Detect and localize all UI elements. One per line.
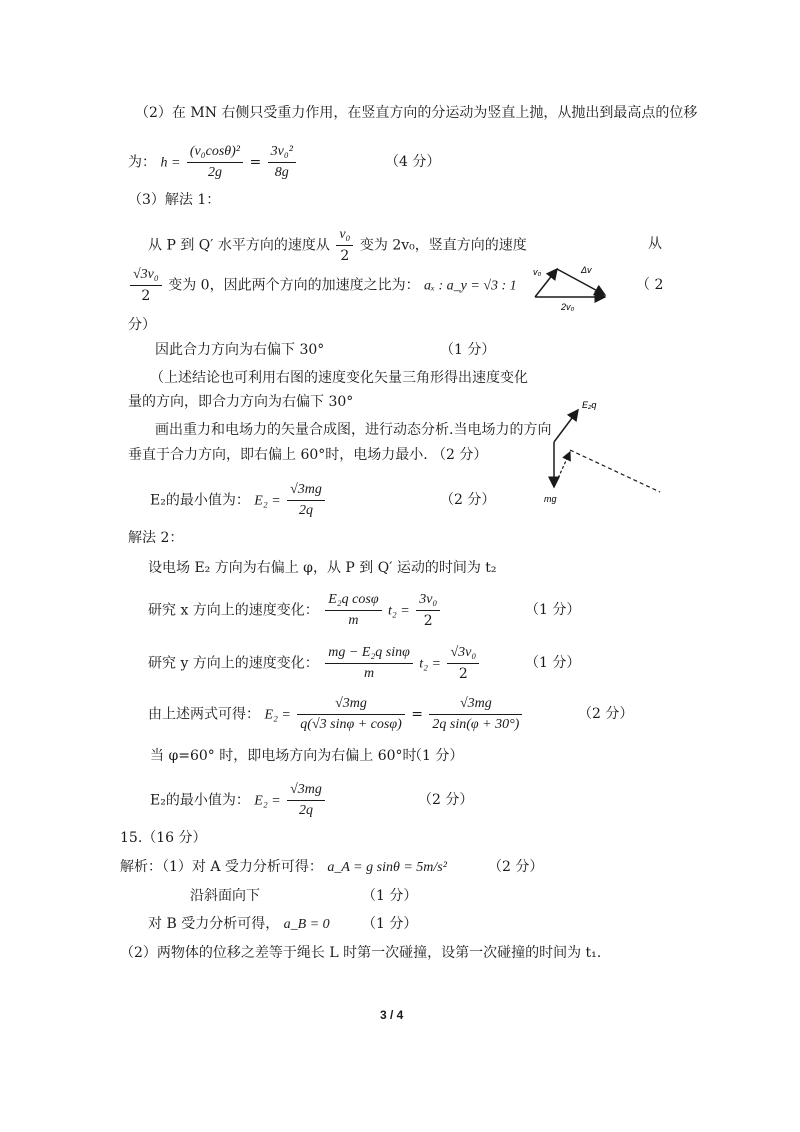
method2-l4-d2: 2q sin(φ + 30°) bbox=[432, 717, 520, 732]
part2-fraction-1 bbox=[187, 142, 243, 183]
method2-l2-rden: 2 bbox=[423, 613, 433, 629]
method2-l2-frac bbox=[325, 590, 381, 631]
part3-line1-end: 从 bbox=[648, 236, 662, 252]
part2-score: （4 分） bbox=[385, 154, 441, 170]
method2-l3-score: （1 分） bbox=[525, 655, 581, 671]
part3-frac-sqrt3-num: √3v₀ bbox=[130, 265, 162, 286]
part3-line2-a: 变为 0，因此两个方向的加速度之比为： bbox=[168, 277, 420, 294]
method2-line5: 当 φ=60° 时，即电场方向为右偏上 60°时 bbox=[150, 748, 417, 764]
method2-l3-t: t₂ = bbox=[419, 656, 441, 672]
method2-l6-lhs: E₂ = bbox=[254, 793, 281, 809]
part3-frac-v0-num: v₀ bbox=[336, 225, 353, 246]
method2-line1: 设电场 E₂ 方向为右偏上 φ，从 P 到 Q′ 运动的时间为 t₂ bbox=[148, 560, 497, 576]
method2-l5-score: （1 分） bbox=[408, 748, 464, 764]
part3-frac-sqrt3-den: 2 bbox=[141, 288, 151, 304]
part3-frac-v0-den: 2 bbox=[340, 248, 350, 264]
method2-line6 bbox=[150, 780, 327, 821]
method2-l2-rfrac bbox=[416, 590, 440, 631]
page-number: 3 / 4 bbox=[380, 1008, 404, 1022]
part3-heading: （3）解法 1： bbox=[128, 192, 221, 208]
part2-f1-den: 2g bbox=[207, 165, 222, 180]
part3-line6: 量的方向，即合力方向为右偏下 30° bbox=[128, 394, 354, 410]
method2-l2-t: t₂ = bbox=[388, 603, 410, 619]
part3-line7: 画出重力和电场力的矢量合成图，进行动态分析.当电场力的方向 bbox=[155, 422, 552, 438]
part3-min-label: E₂的最小值为： bbox=[150, 492, 250, 509]
method2-l6-label: E₂的最小值为： bbox=[150, 792, 250, 809]
part3-min-frac bbox=[287, 480, 325, 521]
part2-eq-eq: = bbox=[249, 154, 262, 171]
q15-line1 bbox=[120, 857, 447, 878]
method2-l4-d1: q(√3 sinφ + cosφ) bbox=[300, 717, 402, 732]
q15-line2: 沿斜面向下 bbox=[190, 888, 260, 904]
part3-frac-sqrt3 bbox=[130, 265, 162, 306]
method2-l6-score: （2 分） bbox=[418, 792, 474, 808]
part3-line5: （上述结论也可利用右图的速度变化矢量三角形得出速度变化 bbox=[150, 370, 528, 386]
part2-f2-num: 3v₀² bbox=[268, 142, 296, 163]
force-direction-line bbox=[570, 450, 660, 492]
method2-l2-score: （1 分） bbox=[525, 602, 581, 618]
method2-l4-frac2 bbox=[429, 694, 522, 735]
part3-ratio: aₓ : a_y = √3 : 1 bbox=[424, 278, 517, 294]
q15-line4: （2）两物体的位移之差等于绳长 L 时第一次碰撞，设第一次碰撞的时间为 t₁. bbox=[120, 945, 602, 961]
method2-l3-rnum: √3v₀ bbox=[447, 643, 479, 664]
method2-heading: 解法 2： bbox=[128, 530, 184, 546]
q15-l1-label: 解析：（1）对 A 受力分析可得： bbox=[120, 859, 323, 875]
method2-l3-rfrac bbox=[447, 643, 479, 684]
q15-l1-score: （2 分） bbox=[488, 859, 544, 875]
method2-l2-num: E₂q cosφ bbox=[325, 590, 381, 611]
e2q-label: E₂q bbox=[582, 400, 597, 410]
resultant-guide bbox=[554, 452, 570, 487]
part3-min-line bbox=[150, 480, 327, 521]
q15-heading: 15.（16 分） bbox=[120, 830, 207, 846]
part2-formula-line bbox=[128, 142, 298, 183]
part2-lead: 为： bbox=[128, 154, 156, 171]
method2-l4-lhs: E₂ = bbox=[264, 707, 291, 723]
two-v0-label: 2v₀ bbox=[561, 302, 575, 312]
part2-f1-num: (v₀cosθ)² bbox=[187, 142, 243, 163]
method2-l2-label: 研究 x 方向上的速度变化： bbox=[148, 602, 319, 619]
part3-line2-end: （ 2 bbox=[636, 277, 664, 293]
method2-l6-num: √3mg bbox=[287, 780, 325, 801]
q15-line3 bbox=[148, 914, 330, 935]
method2-l6-frac bbox=[287, 780, 325, 821]
method2-l4-n1: √3mg bbox=[297, 694, 404, 715]
part3-line4-score: （1 分） bbox=[440, 342, 496, 358]
velocity-triangle-diagram bbox=[525, 255, 615, 313]
force-diagram bbox=[540, 392, 665, 507]
part3-line3: 分） bbox=[128, 317, 156, 333]
dv-label: Δv bbox=[581, 265, 592, 275]
part2-eq-lhs: h = bbox=[160, 155, 181, 171]
method2-l4-n2: √3mg bbox=[429, 694, 522, 715]
method2-line2 bbox=[148, 590, 442, 631]
q15-l3-score: （1 分） bbox=[362, 916, 418, 932]
q15-l2-score: （1 分） bbox=[362, 888, 418, 904]
method2-l3-den: m bbox=[363, 666, 375, 681]
q15-l3-eq: a_B = 0 bbox=[283, 917, 330, 932]
part2-fraction-2 bbox=[268, 142, 296, 183]
method2-line4 bbox=[148, 694, 524, 735]
method2-l2-rnum: 3v₀ bbox=[416, 590, 440, 611]
part3-min-score: （2 分） bbox=[440, 492, 496, 508]
part3-line2 bbox=[128, 265, 517, 306]
method2-l4-score: （2 分） bbox=[578, 706, 634, 722]
method2-l4-eq: = bbox=[411, 706, 423, 723]
v0-label: v₀ bbox=[533, 267, 542, 277]
q15-l3-label: 对 B 受力分析可得， bbox=[148, 916, 280, 932]
method2-l4-frac1 bbox=[297, 694, 404, 735]
part3-min-lhs: E₂ = bbox=[254, 493, 281, 509]
part3-line8-score: （2 分） bbox=[432, 447, 488, 463]
method2-l4-label: 由上述两式可得： bbox=[148, 706, 260, 723]
q15-l1-eq: a_A = g sinθ = 5m/s² bbox=[327, 860, 447, 875]
part3-line1-a: 从 P 到 Q′ 水平方向的速度从 bbox=[148, 237, 330, 254]
part3-frac-v0 bbox=[336, 225, 353, 266]
part2-line1: （2）在 MN 右侧只受重力作用，在竖直方向的分运动为竖直上抛，从抛出到最高点的位移 bbox=[135, 105, 698, 121]
method2-l3-frac bbox=[325, 643, 413, 684]
method2-line3 bbox=[148, 643, 481, 684]
method2-l3-num: mg − E₂q sinφ bbox=[325, 643, 413, 664]
part3-line1 bbox=[148, 225, 527, 266]
part3-line8: 垂直于合力方向，即右偏上 60°时，电场力最小. bbox=[128, 447, 428, 463]
mg-label: mg bbox=[544, 494, 557, 504]
method2-l3-rden: 2 bbox=[458, 666, 468, 682]
method2-l3-label: 研究 y 方向上的速度变化： bbox=[148, 655, 319, 672]
part3-min-den: 2q bbox=[299, 503, 314, 518]
part3-line1-b: 变为 2v₀，竖直方向的速度 bbox=[359, 237, 527, 254]
part2-f2-den: 8g bbox=[274, 165, 289, 180]
part3-line4: 因此合力方向为右偏下 30° bbox=[155, 342, 325, 358]
method2-l6-den: 2q bbox=[299, 803, 314, 818]
method2-l2-den: m bbox=[348, 613, 359, 628]
e2q-vector bbox=[554, 410, 578, 442]
part3-min-num: √3mg bbox=[287, 480, 325, 501]
